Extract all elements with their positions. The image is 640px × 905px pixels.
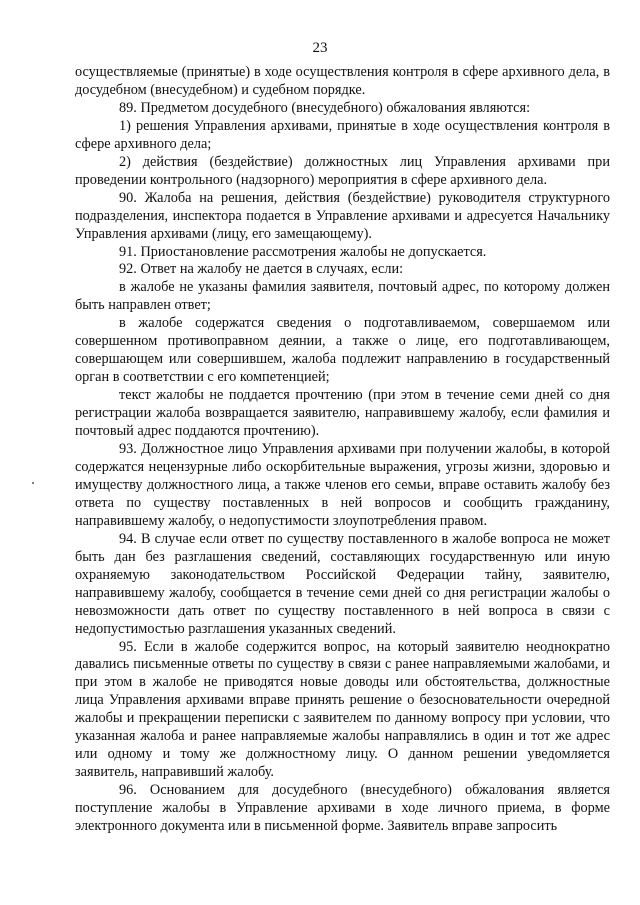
- paragraph-89-item-2: 2) действия (бездействие) должностных лиц Управления архивами при проведении контрольного (надзорного) мероприятия в сфере архивного дела.: [75, 153, 610, 188]
- paragraph-89-item-1: 1) решения Управления архивами, принятые в ходе осуществления контроля в сфере архивного дела;: [75, 117, 610, 152]
- paragraph-92-case-1: в жалобе не указаны фамилия заявителя, почтовый адрес, по которому должен быть направлен ответ;: [75, 279, 610, 314]
- document-body: [75, 64, 610, 836]
- paragraph-94: 94. В случае если ответ по существу поставленного в жалобе вопроса не может быть дан без разглашения сведений, составляющих государственную или иную охраняемую законодательством Российской Федерации тайну, заявителю, направившему жалобу, сообщается в течение семи дней со дня регистрации жалобы о невозможности дать ответ по существу поставленного в ней вопроса в связи с недопустимостью разглашения указанных сведений.: [75, 530, 610, 637]
- page-number: 23: [312, 40, 328, 56]
- paragraph-93: 93. Должностное лицо Управления архивами при получении жалобы, в которой содержатся нецензурные либо оскорбительные выражения, угрозы жизни, здоровью и имуществу должностного лица, а также членов его семьи, вправе оставить жалобу без ответа по существу поставленных в ней вопросов и сообщить гражданину, направившему жалобу, о недопустимости злоупотребления правом.: [75, 441, 610, 529]
- paragraph-92-case-2: в жалобе содержатся сведения о подготавливаемом, совершаемом или совершенном противоправном деянии, а также о лице, его подготавливающем, совершающем или совершившем, жалоба подлежит направлению в государственный орган в соответствии с его компетенцией;: [75, 315, 610, 386]
- paragraph-continuation: осуществляемые (принятые) в ходе осуществления контроля в сфере архивного дела, в досудебном (внесудебном) и судебном порядке.: [75, 64, 610, 98]
- paragraph-92-case-3: текст жалобы не поддается прочтению (при этом в течение семи дней со дня регистрации жалоба возвращается заявителю, направившему жалобу, если фамилия и почтовый адрес поддаются прочтению).: [75, 387, 610, 440]
- paragraph-89: 89. Предметом досудебного (внесудебного) обжалования являются:: [119, 99, 531, 116]
- paragraph-90: 90. Жалоба на решения, действия (бездействие) руководителя структурного подразделения, инспектора подается в Управление архивами и адресуется Начальнику Управления архивами (лицу, его замещающему).: [75, 189, 610, 242]
- scan-speck: [32, 482, 34, 484]
- paragraph-96: 96. Основанием для досудебного (внесудебного) обжалования является поступление жалобы в Управление архивами в ходе личного приема, в форме электронного документа или в письменной форме. Заявитель вправе запросить: [75, 782, 610, 835]
- paragraph-95: 95. Если в жалобе содержится вопрос, на который заявителю неоднократно давались письменные ответы по существу в связи с ранее направляемыми жалобами, и при этом в жалобе не приводятся новые доводы или обстоятельства, должностные лица Управления архивами вправе принять решение о безосновательности очередной жалобы и прекращении переписки с заявителем по данному вопросу при условии, что указанная жалоба и ранее направляемые жалобы направлялись в один и тот же адрес или одному и тому же должностному лицу. О данном решении уведомляется заявитель, направивший жалобу.: [75, 638, 610, 781]
- paragraph-91: 91. Приостановление рассмотрения жалобы не допускается.: [119, 243, 487, 260]
- paragraph-92: 92. Ответ на жалобу не дается в случаях, если:: [119, 261, 404, 278]
